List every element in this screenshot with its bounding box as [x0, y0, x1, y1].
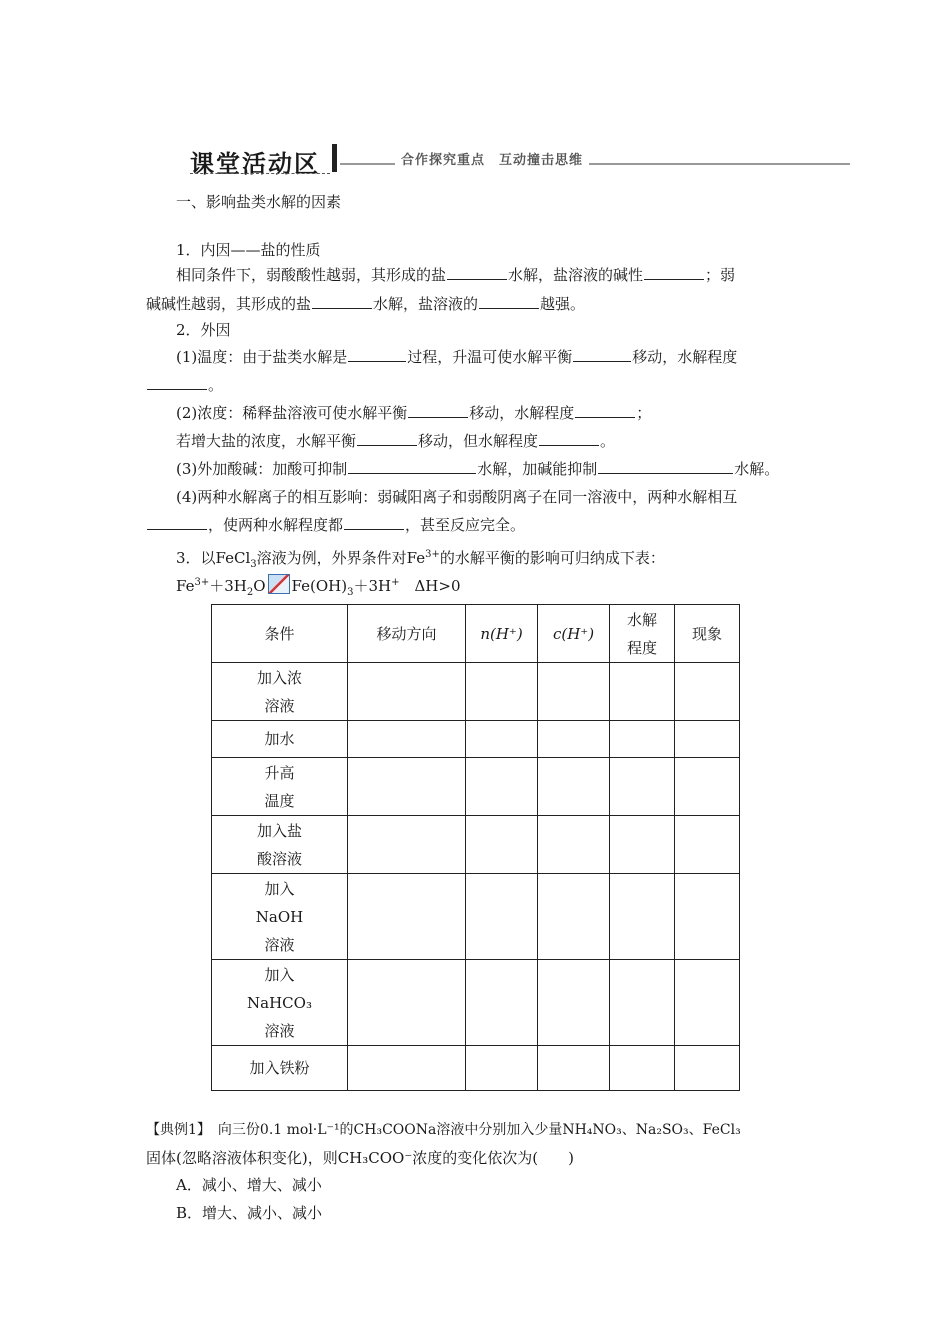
answer-cell[interactable] — [538, 1046, 610, 1091]
reversible-arrow-icon — [268, 574, 290, 594]
answer-cell[interactable] — [675, 1046, 740, 1091]
header-cell: n(H⁺) — [466, 605, 538, 663]
answer-cell[interactable] — [466, 663, 538, 721]
banner-dash-underline — [190, 173, 330, 174]
table-header-row — [212, 605, 740, 663]
section-banner — [190, 140, 850, 180]
answer-cell[interactable] — [348, 758, 466, 816]
answer-cell[interactable] — [675, 663, 740, 721]
condition-cell: 加入 NaOH 溶液 — [212, 874, 348, 960]
answer-cell[interactable] — [610, 960, 675, 1046]
blank[interactable] — [357, 431, 417, 446]
answer-cell[interactable] — [675, 758, 740, 816]
answer-cell[interactable] — [466, 758, 538, 816]
blank[interactable] — [348, 347, 406, 362]
option-a[interactable]: A．减小、增大、减小 — [176, 1176, 322, 1194]
answer-cell[interactable] — [466, 960, 538, 1046]
blank[interactable] — [598, 459, 733, 474]
blank[interactable] — [147, 375, 207, 390]
p1-line2: 碱碱性越弱，其形成的盐 水解，盐溶液的 越强。 — [146, 295, 586, 313]
p2-mutual-line1: (4)两种水解离子的相互影响：弱碱阳离子和弱酸阴离子在同一溶液中，两种水解相互 — [176, 488, 738, 506]
header-cell: 水解 程度 — [610, 605, 675, 663]
answer-cell[interactable] — [610, 1046, 675, 1091]
answer-cell[interactable] — [348, 816, 466, 874]
header-cell: 条件 — [212, 605, 348, 663]
example-line2: 固体(忽略溶液体积变化)，则CH₃COO⁻浓度的变化依次为( ) — [146, 1149, 574, 1167]
condition-cell: 加入盐 酸溶液 — [212, 816, 348, 874]
answer-cell[interactable] — [348, 874, 466, 960]
p1-heading: 1．内因——盐的性质 — [176, 241, 321, 259]
blank[interactable] — [408, 403, 468, 418]
answer-cell[interactable] — [675, 816, 740, 874]
blank[interactable] — [348, 459, 476, 474]
answer-cell[interactable] — [538, 874, 610, 960]
p1-line1: 相同条件下，弱酸酸性越弱，其形成的盐 水解，盐溶液的碱性 ；弱 — [176, 266, 736, 284]
answer-cell[interactable] — [610, 721, 675, 758]
p2-temp-line1: (1)温度：由于盐类水解是 过程，升温可使水解平衡 移动，水解程度 — [176, 348, 738, 366]
table-row — [212, 960, 740, 1046]
condition-cell: 升高 温度 — [212, 758, 348, 816]
blank[interactable] — [147, 515, 207, 530]
answer-cell[interactable] — [538, 721, 610, 758]
answer-cell[interactable] — [675, 960, 740, 1046]
header-cell: 现象 — [675, 605, 740, 663]
answer-cell[interactable] — [348, 1046, 466, 1091]
blank[interactable] — [575, 403, 635, 418]
p2-conc-line1: (2)浓度：稀释盐溶液可使水解平衡 移动，水解程度 ； — [176, 404, 652, 422]
banner-subtitle: 合作探究重点 互动撞击思维 — [395, 149, 589, 168]
answer-cell[interactable] — [466, 721, 538, 758]
p3-heading: 3．以FeCl$_3$溶液为例，外界条件对$Fe^{3+}$的水解平衡的影响可归纳成下表： — [176, 549, 665, 570]
blank[interactable] — [447, 265, 507, 280]
option-b[interactable]: B．增大、减小、减小 — [176, 1204, 323, 1222]
answer-cell[interactable] — [610, 816, 675, 874]
answer-cell[interactable] — [348, 721, 466, 758]
p2-temp-line2: 。 — [146, 375, 223, 395]
blank[interactable] — [479, 294, 539, 309]
answer-cell[interactable] — [466, 874, 538, 960]
blank[interactable] — [573, 347, 631, 362]
table-row — [212, 758, 740, 816]
table-row — [212, 663, 740, 721]
answer-cell[interactable] — [466, 1046, 538, 1091]
p2-mutual-line2: ，使两种水解程度都 ，甚至反应完全。 — [146, 515, 525, 535]
blank[interactable] — [644, 265, 704, 280]
example-line1: 【典例1】 向三份0.1 mol·L⁻¹的CH₃COONa溶液中分别加入少量NH₄NO₃、Na₂SO₃、FeCl₃ — [146, 1122, 741, 1138]
p2-acid-line: (3)外加酸碱：加酸可抑制 水解，加碱能抑制 水解。 — [176, 460, 780, 478]
answer-cell[interactable] — [610, 758, 675, 816]
equilibrium-equation: $Fe^{3+}+3H_2O$ $Fe(OH)_3+3H^+$ ΔH>0 — [176, 573, 461, 603]
table-row — [212, 874, 740, 960]
banner-title: 课堂活动区 — [190, 150, 320, 178]
answer-cell[interactable] — [538, 816, 610, 874]
answer-cell[interactable] — [538, 758, 610, 816]
condition-cell: 加入浓 溶液 — [212, 663, 348, 721]
banner-divider-bar — [332, 144, 337, 172]
answer-cell[interactable] — [610, 874, 675, 960]
answer-cell[interactable] — [538, 663, 610, 721]
answer-cell[interactable] — [348, 663, 466, 721]
p2-conc-line2: 若增大盐的浓度，水解平衡 移动，但水解程度 。 — [176, 432, 616, 450]
blank[interactable] — [344, 515, 404, 530]
blank[interactable] — [539, 431, 599, 446]
answer-cell[interactable] — [610, 663, 675, 721]
answer-cell[interactable] — [538, 960, 610, 1046]
hydrolysis-table — [211, 604, 740, 1091]
condition-cell: 加水 — [212, 721, 348, 758]
table-row — [212, 721, 740, 758]
table-row — [212, 816, 740, 874]
blank[interactable] — [312, 294, 372, 309]
condition-cell: 加入铁粉 — [212, 1046, 348, 1091]
condition-cell: 加入 NaHCO₃ 溶液 — [212, 960, 348, 1046]
header-cell: 移动方向 — [348, 605, 466, 663]
section-title: 一、影响盐类水解的因素 — [176, 193, 342, 211]
answer-cell[interactable] — [348, 960, 466, 1046]
table-row — [212, 1046, 740, 1091]
answer-cell[interactable] — [675, 721, 740, 758]
p2-heading: 2．外因 — [176, 321, 231, 339]
answer-cell[interactable] — [675, 874, 740, 960]
header-cell: c(H⁺) — [538, 605, 610, 663]
answer-cell[interactable] — [466, 816, 538, 874]
